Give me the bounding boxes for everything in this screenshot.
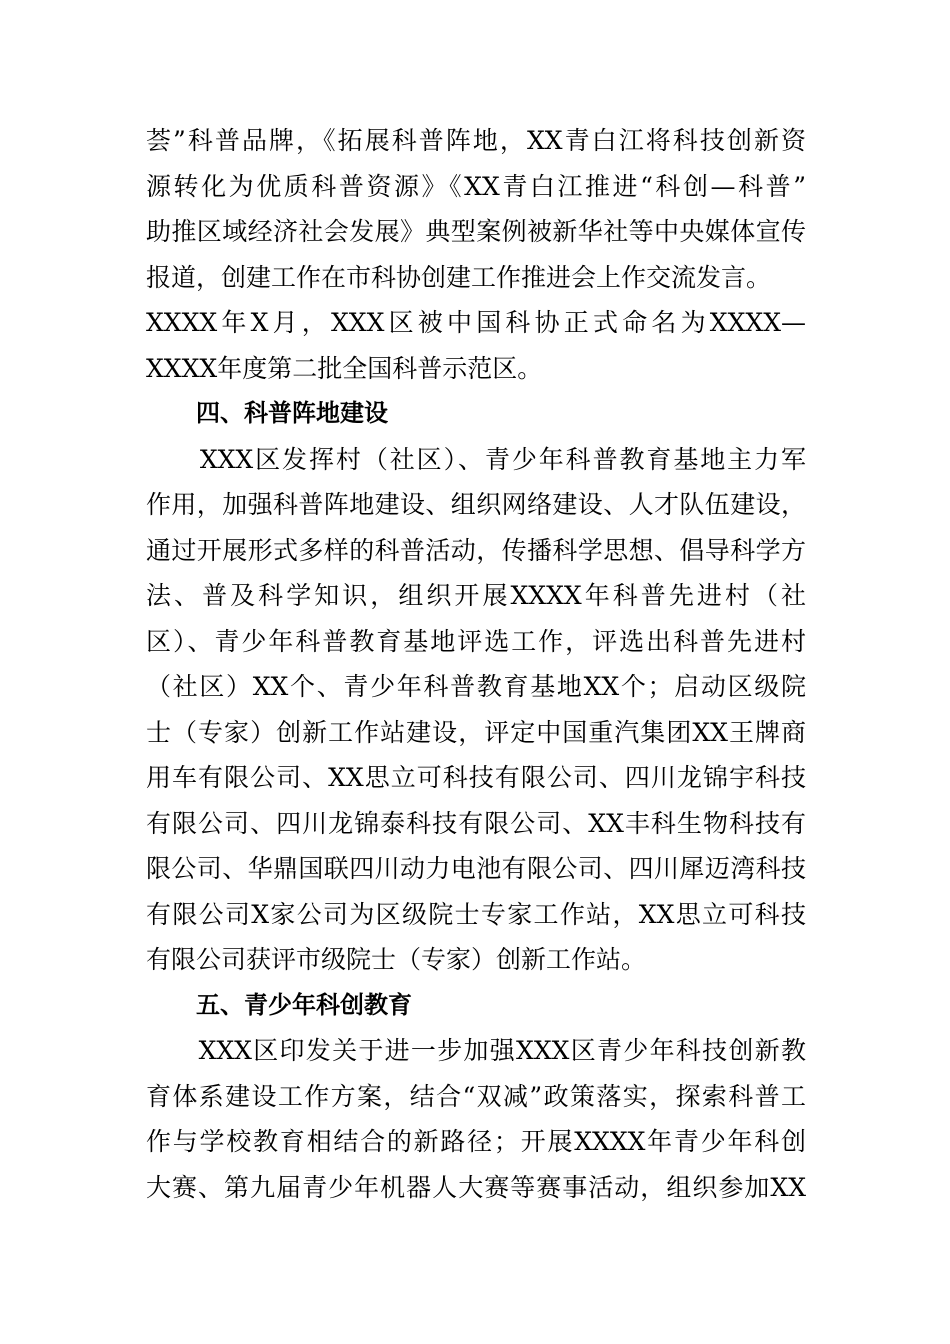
paragraph-line: 用车有限公司、XX思立可科技有限公司、四川龙锦宇科技 [146, 763, 806, 792]
paragraph-line: XXXX年度第二批全国科普示范区。 [146, 353, 543, 383]
paragraph-line: 通过开展形式多样的科普活动，传播科学思想、倡导科学方 [146, 535, 806, 565]
paragraph-line: XXX区印发关于进一步加强XXX区青少年科技创新教 [146, 1036, 806, 1065]
paragraph-line: 助推区域经济社会发展》典型案例被新华社等中央媒体宣传 [146, 217, 806, 246]
paragraph-line: 源转化为优质科普资源》《XX青白江推进“科创—科普” [146, 171, 806, 201]
paragraph-line: 限公司、华鼎国联四川动力电池有限公司、四川犀迈湾科技 [146, 854, 806, 883]
paragraph-line: 报道，创建工作在市科协创建工作推进会上作交流发言。 [146, 262, 772, 292]
paragraph-line: 作与学校教育相结合的新路径；开展XXXX年青少年科创 [146, 1127, 806, 1156]
paragraph-line: XXX区发挥村（社区）、青少年科普教育基地主力军 [146, 444, 806, 474]
section-heading: 四、科普阵地建设 [196, 399, 388, 427]
paragraph-line: 有限公司获评市级院士（专家）创新工作站。 [146, 945, 647, 974]
paragraph-line: 区）、青少年科普教育基地评选工作，评选出科普先进村 [146, 626, 806, 656]
paragraph-line: 作用，加强科普阵地建设、组织网络建设、人才队伍建设， [146, 490, 806, 519]
document-body [146, 118, 806, 1210]
paragraph-line: XXXX年X月，XXX区被中国科协正式命名为XXXX— [146, 308, 806, 337]
paragraph-line: 法、普及科学知识，组织开展XXXX年科普先进村（社 [146, 581, 806, 610]
paragraph-line: 荟”科普品牌，《拓展科普阵地，XX青白江将科技创新资 [146, 126, 806, 155]
section-heading: 五、青少年科创教育 [196, 990, 412, 1019]
paragraph-line: 育体系建设工作方案，结合“双减”政策落实，探索科普工 [146, 1081, 806, 1111]
paragraph-line: 有限公司、四川龙锦泰科技有限公司、XX丰科生物科技有 [146, 808, 806, 838]
paragraph-line: （社区）XX个、青少年科普教育基地XX个；启动区级院 [146, 672, 806, 701]
paragraph-line: 大赛、第九届青少年机器人大赛等赛事活动，组织参加XX [146, 1172, 806, 1202]
paragraph-line: 士（专家）创新工作站建设，评定中国重汽集团XX王牌商 [146, 717, 806, 747]
paragraph-line: 有限公司X家公司为区级院士专家工作站，XX思立可科技 [146, 899, 806, 929]
